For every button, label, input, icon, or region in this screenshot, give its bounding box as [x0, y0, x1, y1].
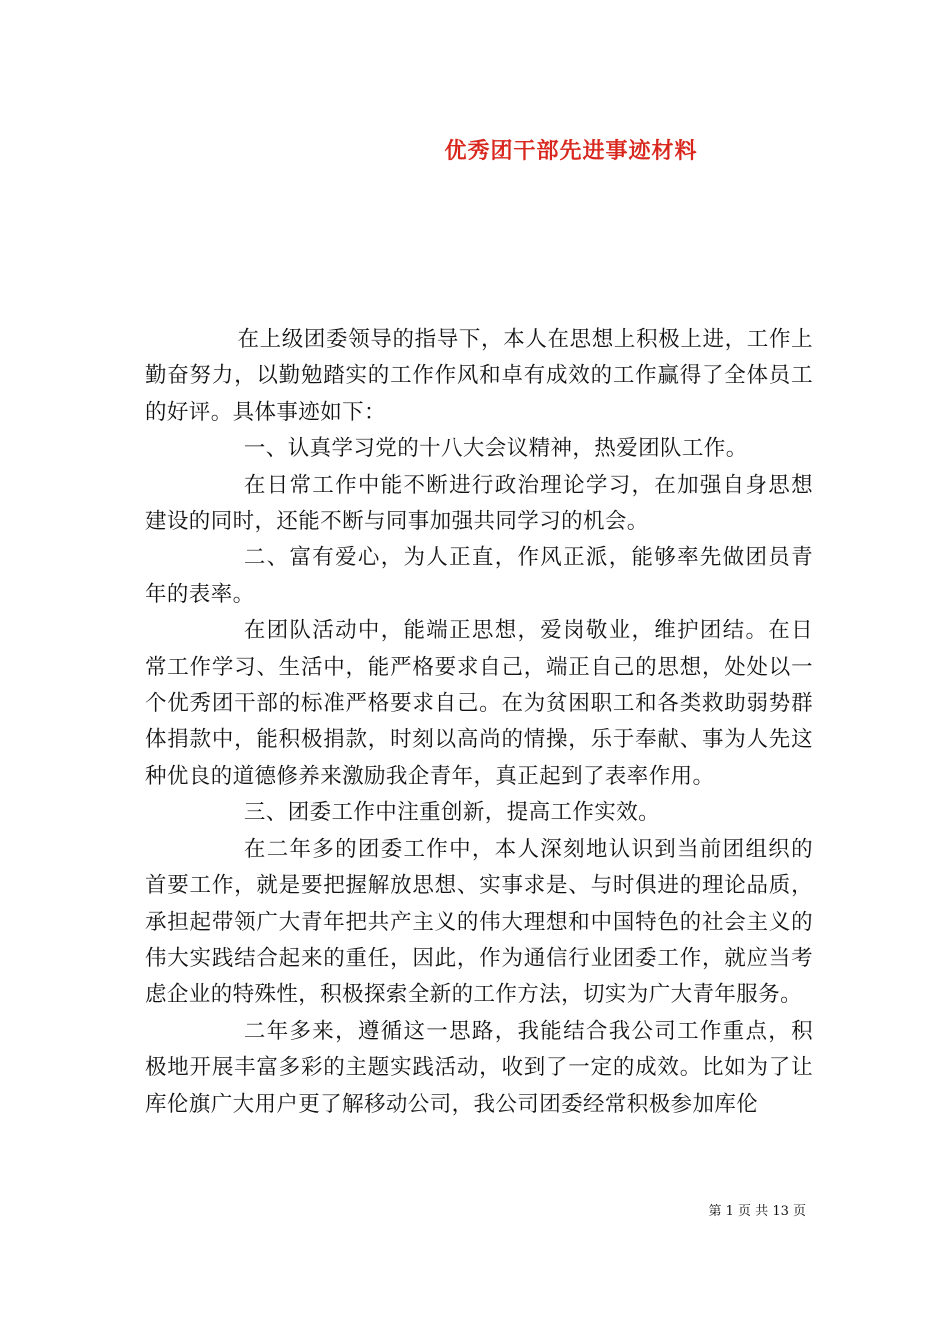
document-body — [145, 322, 813, 1123]
paragraph: 在团队活动中，能端正思想，爱岗敬业，维护团结。在日常工作学习、生活中，能严格要求自己，端正自己的思想，处处以一个优秀团干部的标准严格要求自己。在为贫困职工和各类救助弱势群体捐款中，能积极捐款，时刻以高尚的情操，乐于奉献、事为人先这种优良的道德修养来激励我企青年，真正起到了表率作用。 — [145, 618, 813, 789]
document-title: 优秀团干部先进事迹材料 — [444, 138, 698, 164]
paragraph: 在上级团委领导的指导下，本人在思想上积极上进，工作上勤奋努力，以勤勉踏实的工作作风和卓有成效的工作赢得了全体员工的好评。具体事迹如下： — [145, 327, 813, 425]
paragraph: 在日常工作中能不断进行政治理论学习，在加强自身思想建设的同时，还能不断与同事加强共同学习的机会。 — [145, 472, 813, 535]
paragraph: 二年多来，遵循这一思路，我能结合我公司工作重点，积极地开展丰富多彩的主题实践活动，收到了一定的成效。比如为了让库伦旗广大用户更了解移动公司，我公司团委经常积极参加库伦 — [145, 1018, 813, 1117]
section-heading: 三、团委工作中注重创新，提高工作实效。 — [243, 800, 660, 826]
page-number-footer: 第 1 页 共 13 页 — [708, 1204, 806, 1219]
section-heading: 一、认真学习党的十八大会议精神，热爱团队工作。 — [243, 436, 748, 462]
paragraph: 在二年多的团委工作中，本人深刻地认识到当前团组织的首要工作，就是要把握解放思想、实事求是、与时俱进的理论品质，承担起带领广大青年把共产主义的伟大理想和中国特色的社会主义的伟大实践结合起来的重任，因此，作为通信行业团委工作，就应当考虑企业的特殊性，积极探索全新的工作方法，切实为广大青年服务。 — [145, 836, 813, 1008]
section-heading: 二、富有爱心，为人正直，作风正派，能够率先做团员青年的表率。 — [145, 545, 813, 607]
